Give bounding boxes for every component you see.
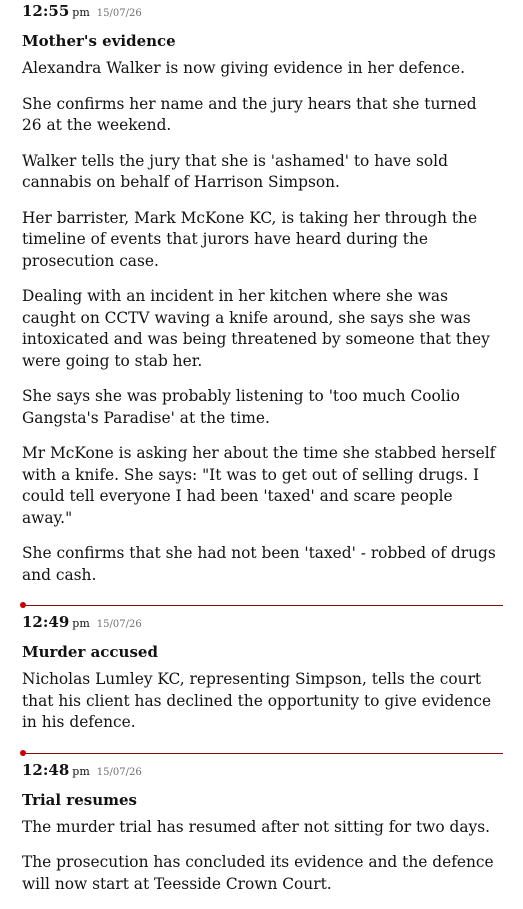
entry-time[interactable]: 12:49 pm [22,613,90,631]
entry-paragraph: Mr McKone is asking her about the time she stabbed herself with a knife. She says: "It was to get out of selling drugs. I could tell everyone I had been 'taxed' and scare people away." [22,444,496,527]
entry-heading: Murder accused [22,643,158,661]
entry-paragraph: Alexandra Walker is now giving evidence in her defence. [22,59,465,77]
entry-paragraph: Her barrister, Mark McKone KC, is taking her through the timeline of events that jurors have heard during the prosecution case. [22,208,478,270]
timeline-line [22,605,503,606]
entry-paragraph: She says she was probably listening to 'too much Coolio Gangsta's Paradise' at the time. [22,387,460,427]
entry-date: 15/07/26 [96,766,142,778]
entry-paragraph: She confirms her name and the jury hears that she turned 26 at the weekend. [22,94,477,134]
entry-time-ampm: pm [72,764,90,778]
entry-timestamp [22,758,501,785]
entry-date: 15/07/26 [96,8,142,19]
entry-time-ampm: pm [72,617,90,630]
entry-paragraph: She confirms that she had not been 'taxed' - robbed of drugs and cash. [22,544,496,584]
entry-timestamp [22,610,501,637]
timeline-divider [20,600,503,610]
entry-paragraph: Nicholas Lumley KC, representing Simpson, tells the court that his client has declined the opportunity to give evidence in his defence. [22,670,492,731]
live-blog-entry [0,610,523,734]
timeline-line [22,753,503,754]
entry-time[interactable]: 12:55 pm [22,2,90,20]
entry-timestamp [22,0,501,26]
entry-date: 15/07/26 [96,619,142,630]
entry-heading: Mother's evidence [22,32,176,50]
live-blog-entry [0,758,523,896]
entry-heading: Trial resumes [22,790,137,809]
entry-time[interactable]: 12:48 pm [22,760,90,779]
entry-paragraph: The prosecution has concluded its evidence and the defence will now start at Teesside Crown Court. [22,853,494,893]
entry-paragraph: Dealing with an incident in her kitchen where she was caught on CCTV waving a knife around, she says she was intoxicated and was being threatened by someone that they were going to stab her. [22,287,490,370]
timeline-dot-icon [20,602,26,608]
timeline-divider [20,748,503,758]
entry-paragraph: Walker tells the jury that she is 'ashamed' to have sold cannabis on behalf of Harrison Simpson. [22,151,448,191]
entry-paragraph: The murder trial has resumed after not sitting for two days. [22,817,490,836]
entry-time-ampm: pm [72,6,90,19]
timeline-dot-icon [20,750,26,756]
